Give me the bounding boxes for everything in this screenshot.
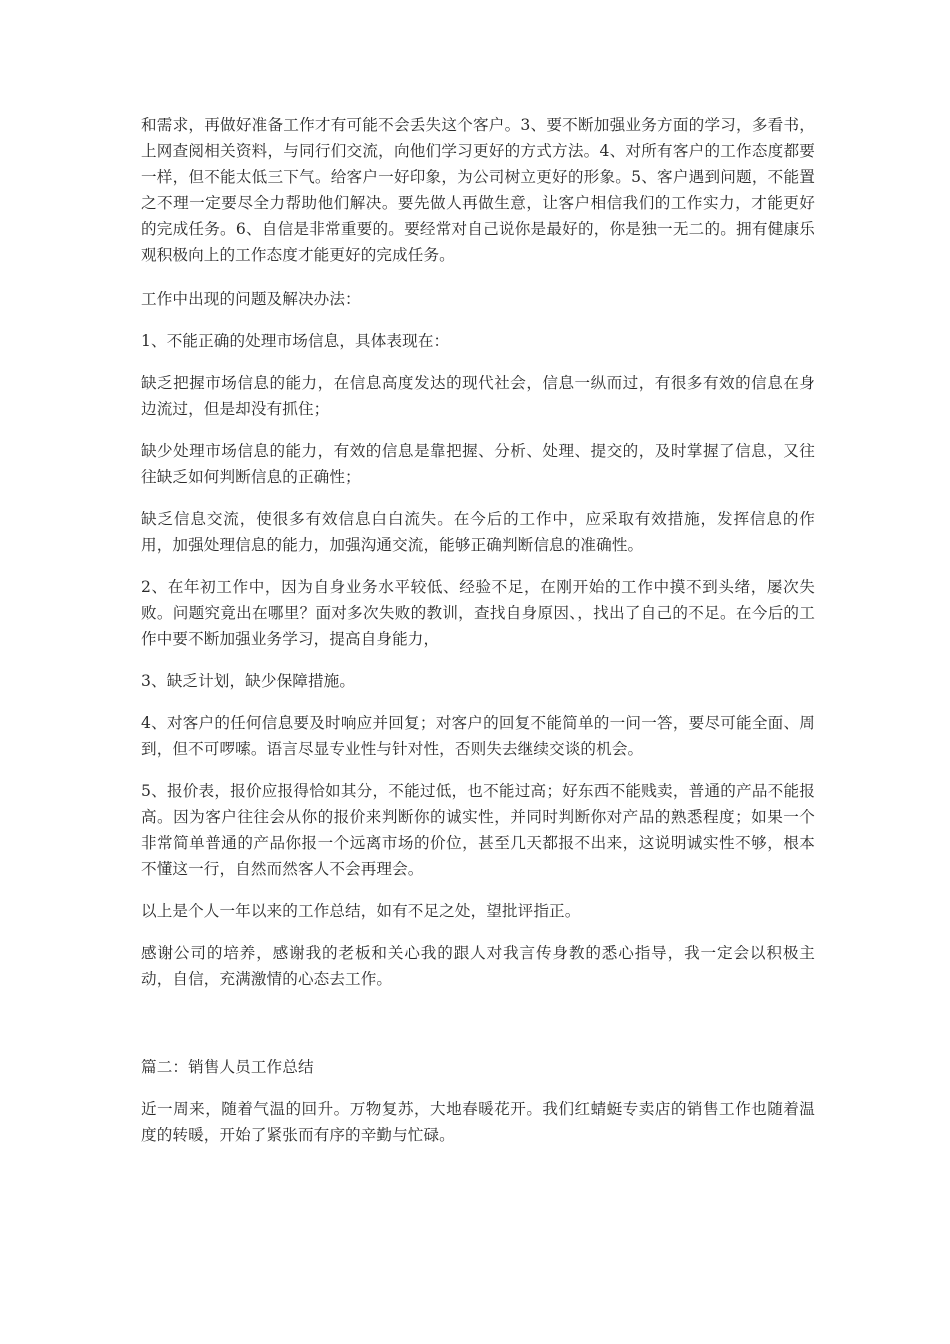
document-text-body bbox=[141, 112, 815, 1148]
paragraph-problem-1-detail-b: 缺少处理市场信息的能力，有效的信息是靠把握、分析、处理、提交的，及时掌握了信息，又往往缺乏如何判断信息的正确性； bbox=[141, 442, 815, 486]
paragraph-problem-1-detail-c: 缺乏信息交流，使很多有效信息白白流失。在今后的工作中，应采取有效措施，发挥信息的作用，加强处理信息的能力，加强沟通交流，能够正确判断信息的准确性。 bbox=[141, 510, 815, 554]
paragraph-problem-1-detail-a: 缺乏把握市场信息的能力，在信息高度发达的现代社会，信息一纵而过，有很多有效的信息在身边流过，但是却没有抓住； bbox=[141, 374, 815, 418]
paragraph-closing-thanks: 感谢公司的培养，感谢我的老板和关心我的跟人对我言传身教的悉心指导，我一定会以积极主动，自信，充满激情的心态去工作。 bbox=[141, 944, 815, 988]
paragraph-problem-item-4: 4、对客户的任何信息要及时响应并回复；对客户的回复不能简单的一问一答，要尽可能全面、周到，但不可啰嗦。语言尽显专业性与针对性，否则失去继续交谈的机会。 bbox=[141, 714, 815, 758]
paragraph-section-two-opening: 近一周来，随着气温的回升。万物复苏，大地春暖花开。我们红蜻蜓专卖店的销售工作也随着温度的转暖，开始了紧张而有序的辛勤与忙碌。 bbox=[141, 1100, 815, 1144]
paragraph-problem-item-5: 5、报价表，报价应报得恰如其分，不能过低，也不能过高；好东西不能贱卖，普通的产品不能报高。因为客户往往会从你的报价来判断你的诚实性，并同时判断你对产品的熟悉程度；如果一个非常简单普通的产品你报一个远离市场的价位，甚至几天都报不出来，这说明诚实性不够，根本不懂这一行，自然而然客人不会再理会。 bbox=[141, 782, 815, 878]
paragraph-closing-summary: 以上是个人一年以来的工作总结，如有不足之处，望批评指正。 bbox=[141, 902, 581, 920]
paragraph-problem-item-1: 1、不能正确的处理市场信息，具体表现在： bbox=[141, 332, 450, 350]
paragraph-problem-item-2: 2、在年初工作中，因为自身业务水平较低、经验不足，在刚开始的工作中摸不到头绪，屡次失败。问题究竟出在哪里？面对多次失败的教训，查找自身原因、，找出了自己的不足。在今后的工作中要不断加强业务学习，提高自身能力， bbox=[141, 578, 815, 648]
paragraph-problem-item-3: 3、缺乏计划，缺少保障措施。 bbox=[141, 672, 356, 690]
paragraph-problems-heading: 工作中出现的问题及解决办法： bbox=[141, 290, 361, 308]
heading-section-two: 篇二：销售人员工作总结 bbox=[141, 1058, 314, 1076]
paragraph-opening-continuation: 和需求，再做好准备工作才有可能不会丢失这个客户。3、要不断加强业务方面的学习，多看书，上网查阅相关资料，与同行们交流，向他们学习更好的方式方法。4、对所有客户的工作态度都要一样，但不能太低三下气。给客户一好印象，为公司树立更好的形象。5、客户遇到问题，不能置之不理一定要尽全力帮助他们解决。要先做人再做生意，让客户相信我们的工作实力，才能更好的完成任务。6、自信是非常重要的。要经常对自己说你是最好的，你是独一无二的。拥有健康乐观积极向上的工作态度才能更好的完成任务。 bbox=[141, 116, 815, 264]
